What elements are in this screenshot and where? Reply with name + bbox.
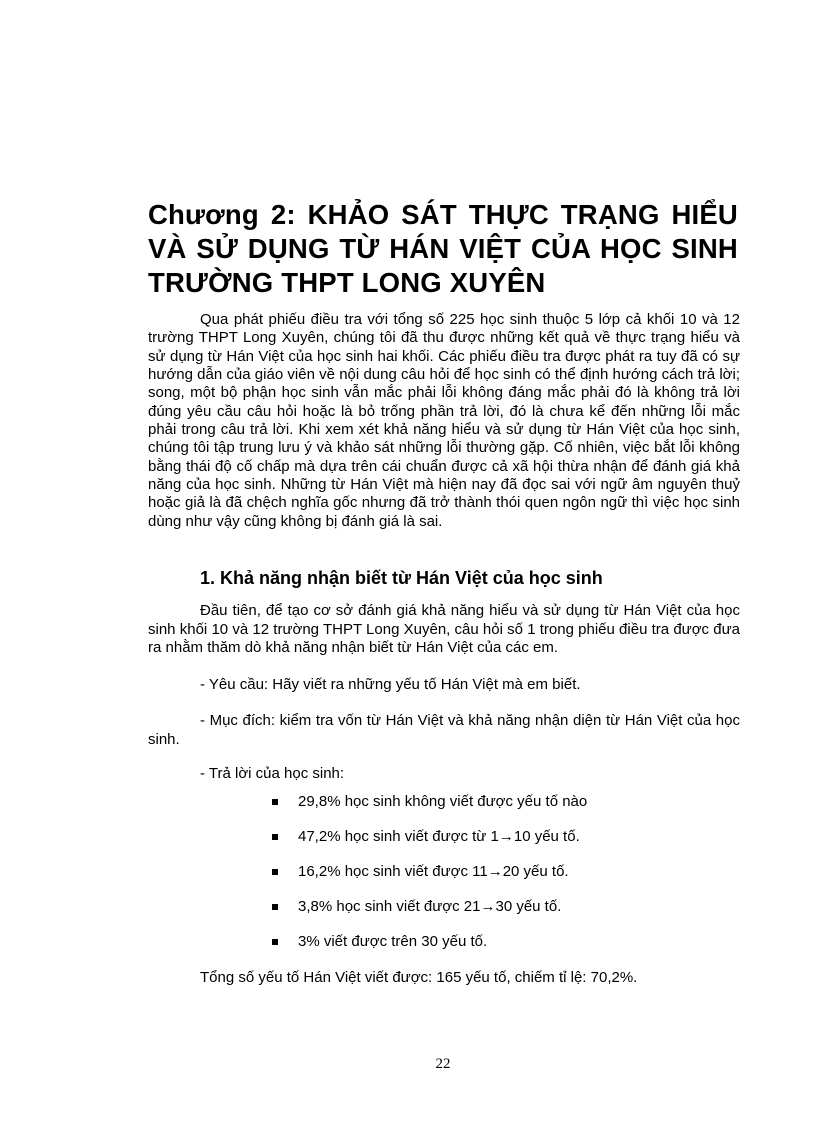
list-item: [270, 932, 587, 967]
list-item-text: 47,2% học sinh viết được từ 1→10 yếu tố.: [298, 828, 580, 845]
list-item: [270, 862, 587, 897]
chapter-title: Chương 2: KHẢO SÁT THỰC TRẠNG HIỂU VÀ SỬ DỤNG TỪ HÁN VIỆT CỦA HỌC SINH TRƯỜNG THPT LONG XUYÊN: [148, 199, 738, 298]
square-bullet-icon: [272, 799, 278, 805]
list-item: [270, 792, 587, 827]
square-bullet-icon: [272, 869, 278, 875]
list-item-text: 3,8% học sinh viết được 21→30 yếu tố.: [298, 898, 562, 915]
section-heading: 1. Khả năng nhận biết từ Hán Việt của học sinh: [200, 568, 603, 588]
intro-paragraph: Qua phát phiếu điều tra với tổng số 225 học sinh thuộc 5 lớp cả khối 10 và 12 trường THPT Long Xuyên, chúng tôi đã thu được những kết quả về thực trạng hiểu và sử dụng từ Hán Việt của học sinh hai khối. Các phiếu điều tra được phát ra tuy đã có sự hướng dẫn của giáo viên về nội dung câu hỏi để học sinh có thể định hướng cách trả lời; song, một bộ phận học sinh vẫn mắc phải lỗi không đáng mắc phải đó là không trả lời đúng yêu cầu câu hỏi hoặc là bỏ trống phần trả lời, đó là chưa kể đến những lỗi mắc phải trong câu trả lời. Khi xem xét khả năng hiểu và sử dụng từ Hán Việt của học sinh, chúng tôi tập trung lưu ý và khảo sát những lỗi thường gặp. Cố nhiên, việc bắt lỗi không bằng thái độ cố chấp mà dựa trên cái chuẩn được cả xã hội thừa nhận để đánh giá khả năng của học sinh. Những từ Hán Việt mà hiện nay đã đọc sai với ngữ âm nguyên thuỷ hoặc giả là đã chệch nghĩa gốc nhưng đã trở thành thói quen ngôn ngữ thì việc học sinh dùng như vậy cũng không bị đánh giá là sai.: [148, 311, 740, 530]
total-line: Tổng số yếu tố Hán Việt viết được: 165 yếu tố, chiếm tỉ lệ: 70,2%.: [200, 969, 638, 986]
list-item: [270, 897, 587, 932]
square-bullet-icon: [272, 939, 278, 945]
list-item: [270, 827, 587, 862]
list-item-text: 3% viết được trên 30 yếu tố.: [298, 933, 488, 950]
section-paragraph: Đầu tiên, để tạo cơ sở đánh giá khả năng hiểu và sử dụng từ Hán Việt của học sinh khối 10 và 12 trường THPT Long Xuyên, câu hỏi số 1 trong phiếu điều tra được đưa ra nhằm thăm dò khả năng nhận biết từ Hán Việt của các em.: [148, 602, 740, 656]
square-bullet-icon: [272, 834, 278, 840]
page-number: 22: [435, 1056, 451, 1072]
list-item-text: 29,8% học sinh không viết được yếu tố nào: [298, 793, 588, 810]
answers-label: - Trả lời của học sinh:: [200, 765, 345, 782]
purpose-line: - Mục đích: kiểm tra vốn từ Hán Việt và khả năng nhận diện từ Hán Việt của học sinh.: [148, 712, 740, 748]
answers-list: [270, 792, 587, 967]
list-item-text: 16,2% học sinh viết được 11→20 yếu tố.: [298, 863, 569, 880]
requirement-line: - Yêu cầu: Hãy viết ra những yếu tố Hán Việt mà em biết.: [200, 676, 581, 693]
square-bullet-icon: [272, 904, 278, 910]
